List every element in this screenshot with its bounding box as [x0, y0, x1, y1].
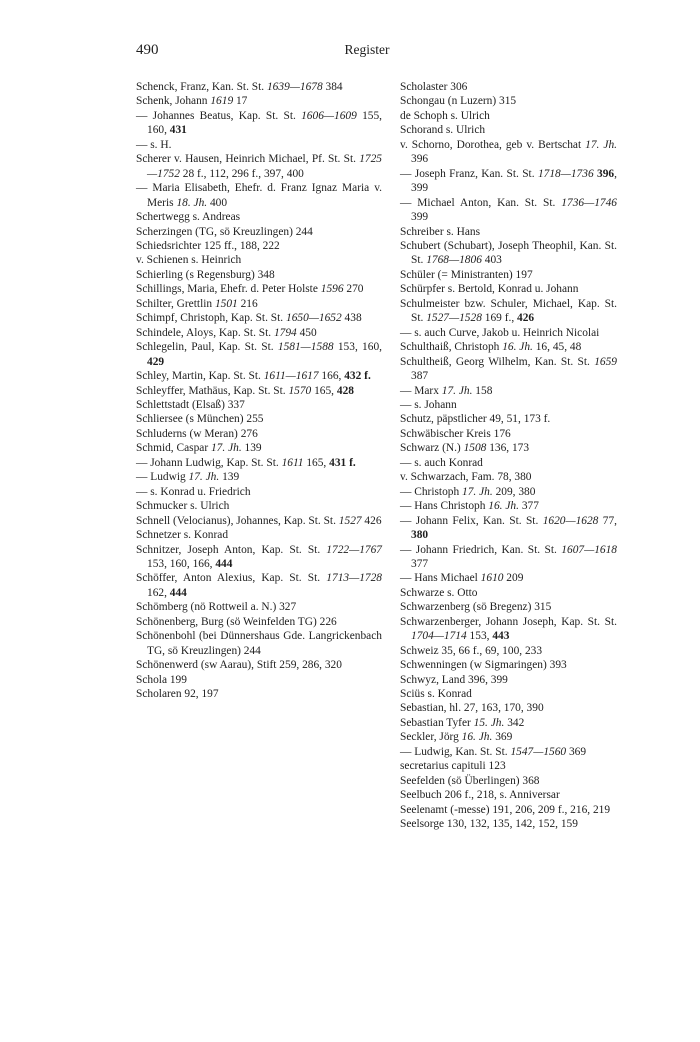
index-entry	[136, 138, 382, 152]
index-entry-segment: Schleyffer, Mathäus, Kap. St. St.	[136, 384, 289, 397]
index-entry-segment: 399	[411, 211, 429, 224]
index-entry-segment: 1527	[338, 514, 362, 527]
index-entry-segment: Schongau (n Luzern) 315	[400, 95, 517, 108]
index-entry-segment: de Schoph s. Ulrich	[400, 109, 490, 122]
index-entry-segment: 162,	[147, 586, 170, 599]
index-entry-segment: 443	[492, 630, 510, 643]
index-entry-segment: 426	[517, 312, 535, 325]
index-entry-segment: Schertwegg s. Andreas	[136, 211, 241, 224]
index-entry-segment: 403	[481, 254, 502, 267]
index-entry	[136, 384, 382, 398]
index-entry-segment: 438	[341, 312, 362, 325]
index-entry	[400, 225, 617, 239]
index-column-right	[400, 80, 617, 832]
index-entry-segment: Schubert (Schubart), Joseph Theophil, Kan. St. St.	[400, 239, 617, 267]
index-entry-segment: 17. Jh.	[585, 138, 617, 151]
index-entry-segment: 155, 160,	[147, 109, 383, 137]
index-entry	[400, 470, 617, 484]
index-entry	[400, 701, 617, 715]
index-entry-segment: Schwäbischer Kreis 176	[400, 427, 511, 440]
index-entry-segment: 1570	[288, 384, 312, 397]
index-entry-segment: Schönenbohl (bei Dünnershaus Gde. Langrickenbach TG, sö Kreuzlingen) 244	[136, 630, 382, 657]
index-entry-segment: Schultheiß, Georg Wilhelm, Kan. St. St.	[400, 355, 595, 368]
index-entry-segment: 377	[518, 500, 539, 513]
index-entry-segment: Schreiber s. Hans	[400, 225, 481, 238]
index-entry-segment: Seelenamt (-messe) 191, 206, 209 f., 216, 219	[400, 803, 611, 816]
index-entry-segment: — Hans Christoph	[400, 500, 489, 513]
index-entry-segment: 431	[169, 124, 187, 137]
index-entry-segment: Schömberg (nö Rottweil a. N.) 327	[136, 601, 297, 614]
index-entry-segment: v. Schwarzach, Fam. 78, 380	[400, 471, 532, 484]
index-entry-segment: — Christoph	[400, 485, 463, 498]
index-entry-segment: 1619	[210, 95, 234, 108]
index-entry	[400, 615, 617, 644]
index-entry	[136, 571, 382, 600]
index-entry	[400, 239, 617, 268]
index-entry-segment: 432 f.	[344, 370, 371, 383]
index-entry-segment: 1596	[320, 283, 344, 296]
index-entry-segment: 17. Jh.	[462, 485, 493, 498]
index-entry-segment: 165,	[311, 384, 337, 397]
index-entry	[400, 658, 617, 672]
index-entry-segment: 166,	[318, 370, 345, 383]
index-entry-segment: 169 f.,	[481, 312, 518, 325]
index-entry-segment: Schorand s. Ulrich	[400, 124, 486, 137]
index-entry-segment: Schönenberg, Burg (sö Weinfelden TG) 226	[136, 615, 337, 628]
index-entry-segment: — Marx	[400, 384, 442, 397]
index-entry-segment: Schlettstadt (Elsaß) 337	[136, 398, 245, 411]
index-entry	[136, 629, 382, 658]
index-entry-segment: 1620—1628	[542, 514, 599, 527]
index-entry-segment: 1581—1588	[277, 341, 334, 354]
index-entry-segment: Seefelden (sö Überlingen) 368	[400, 774, 540, 787]
index-entry	[136, 485, 382, 499]
index-entry-segment: 1611—1617	[263, 370, 319, 383]
index-entry-segment: 270	[343, 283, 364, 296]
index-entry-segment: Schüler (= Ministranten) 197	[400, 268, 533, 281]
index-entry	[400, 456, 617, 470]
index-entry	[400, 586, 617, 600]
index-entry	[136, 253, 382, 267]
index-entry-segment: 17. Jh.	[441, 384, 473, 397]
index-entry-segment: 1606—1609	[301, 109, 357, 122]
index-entry-segment: Schlegelin, Paul, Kap. St. St.	[136, 341, 278, 354]
index-entry-segment: 369	[492, 731, 513, 744]
running-title: Register	[344, 42, 390, 57]
index-entry	[400, 600, 617, 614]
index-entry-segment: 16. Jh.	[502, 341, 533, 354]
index-entry	[400, 485, 617, 499]
index-entry	[136, 340, 382, 369]
index-entry-segment: 444	[215, 557, 233, 570]
index-entry-segment: — Johann Ludwig, Kap. St. St.	[136, 456, 282, 469]
index-entry-segment: — s. Johann	[400, 398, 457, 411]
index-entry-segment: Schmucker s. Ulrich	[136, 500, 230, 513]
index-entry-segment: 396	[597, 167, 615, 180]
index-entry-segment: 153, 160, 166,	[147, 557, 216, 570]
index-entry	[136, 615, 382, 629]
index-entry	[400, 803, 617, 817]
index-entry	[400, 759, 617, 773]
index-entry-segment: — Michael Anton, Kan. St. St.	[400, 196, 562, 209]
index-entry-segment: Schweiz 35, 66 f., 69, 100, 233	[400, 644, 543, 657]
index-entry	[136, 181, 382, 210]
index-entry-segment: 342	[504, 716, 525, 729]
index-entry-segment: 18. Jh.	[176, 196, 208, 209]
index-entry	[400, 673, 617, 687]
index-entry-segment: 1508	[463, 442, 487, 455]
index-entry-segment: Schillings, Maria, Ehefr. d. Peter Holste	[136, 283, 321, 296]
index-entry-segment: Schiedsrichter 125 ff., 188, 222	[136, 239, 280, 252]
index-entry-segment: Schnell (Velocianus), Johannes, Kap. St. St.	[136, 514, 339, 527]
index-entry-segment: 428	[336, 384, 354, 397]
index-entry-segment: — Joseph Franz, Kan. St. St.	[400, 167, 538, 180]
index-entry-segment: 1718—1736	[537, 167, 594, 180]
index-entry-segment: Sebastian, hl. 27, 163, 170, 390	[400, 702, 544, 715]
page-number: 490	[136, 42, 159, 58]
index-entry-segment: Scherzingen (TG, sö Kreuzlingen) 244	[136, 225, 313, 238]
index-entry-segment: Schenk, Johann	[136, 95, 211, 108]
index-entry	[136, 225, 382, 239]
index-entry-segment: Schulthaiß, Christoph	[400, 341, 503, 354]
index-entry-segment: 216	[237, 297, 258, 310]
index-entry-segment: Schöffer, Anton Alexius, Kap. St. St.	[136, 572, 327, 585]
index-entry-segment: 1713—1728	[326, 572, 382, 585]
index-entry	[400, 340, 617, 354]
index-entry	[400, 138, 617, 167]
index-entry	[136, 210, 382, 224]
index-entry-segment: — s. Konrad u. Friedrich	[136, 485, 251, 498]
index-entry	[136, 427, 382, 441]
index-entry	[400, 687, 617, 701]
index-entry-segment: Schierling (s Regensburg) 348	[136, 268, 275, 281]
index-entry-segment: Schluderns (w Meran) 276	[136, 427, 258, 440]
index-entry	[400, 427, 617, 441]
index-entry-segment: Seckler, Jörg	[400, 731, 462, 744]
index-entry	[400, 412, 617, 426]
index-entry	[400, 543, 617, 572]
index-entry-segment: 387	[411, 370, 429, 383]
index-entry-segment: Schönenwerd (sw Aarau), Stift 259, 286, 320	[136, 659, 342, 672]
index-entry	[136, 543, 382, 572]
index-entry	[400, 514, 617, 543]
index-entry	[400, 499, 617, 513]
index-entry-segment: 158	[472, 384, 493, 397]
index-entry-segment: 380	[411, 529, 429, 542]
index-entry-segment: 1722—1767	[326, 543, 382, 556]
index-entry	[136, 673, 382, 687]
index-entry-segment: 1725—1752	[147, 153, 382, 180]
index-entry-segment: Sebastian Tyfer	[400, 716, 474, 729]
index-entry-segment: Schwarzenberger, Johann Joseph, Kap. St. St.	[400, 615, 617, 628]
index-entry-segment: Schwarz (N.)	[400, 442, 464, 455]
index-entry	[136, 268, 382, 282]
index-entry	[400, 774, 617, 788]
index-entry	[136, 311, 382, 325]
index-entry-segment: — s. auch Konrad	[400, 456, 483, 469]
index-entry	[400, 398, 617, 412]
index-entry-segment: 400	[207, 196, 228, 209]
index-entry-segment: 431 f.	[329, 456, 356, 469]
index-entry	[136, 398, 382, 412]
index-entry-segment: 16. Jh.	[488, 500, 519, 513]
index-entry	[136, 600, 382, 614]
index-entry	[136, 514, 382, 528]
index-entry-segment: Schwyz, Land 396, 399	[400, 673, 508, 686]
index-entry	[400, 123, 617, 137]
index-entry-segment: 136, 173	[486, 442, 530, 455]
index-entry	[136, 369, 382, 383]
index-entry-segment: Schenck, Franz, Kan. St. St.	[136, 81, 267, 93]
index-entry-segment: 139	[219, 471, 240, 484]
index-entry-segment: Schutz, päpstlicher 49, 51, 173 f.	[400, 413, 551, 426]
index-entry-segment: 209	[503, 572, 524, 585]
index-entry	[400, 817, 617, 831]
index-entry-segment: 153,	[466, 630, 493, 643]
index-entry	[136, 80, 382, 94]
index-entry	[400, 730, 617, 744]
index-entry-segment: Schilter, Grettlin	[136, 297, 215, 310]
index-entry-segment: 1794	[273, 326, 297, 339]
index-entry-segment: 384	[322, 81, 343, 93]
index-entry-segment: 1611	[281, 456, 304, 469]
index-entry	[136, 152, 382, 181]
index-entry-segment: secretarius capituli 123	[400, 760, 506, 773]
index-entry	[136, 499, 382, 513]
index-entry-segment: , 399	[411, 167, 617, 195]
index-entry-segment: 429	[147, 355, 165, 368]
index-entry-segment: Schola 199	[136, 673, 187, 686]
index-entry-segment: 1527—1528	[426, 312, 482, 325]
index-entry	[136, 412, 382, 426]
index-entry	[136, 109, 382, 138]
index-entry	[400, 196, 617, 225]
index-entry-segment: Seelsorge 130, 132, 135, 142, 152, 159	[400, 818, 578, 831]
index-entry	[400, 355, 617, 384]
index-entry-segment: Schnetzer s. Konrad	[136, 529, 229, 542]
index-entry-segment: Schwarzenberg (sö Bregenz) 315	[400, 601, 552, 614]
index-entry-segment: Schindele, Aloys, Kap. St. St.	[136, 326, 274, 339]
index-entry-segment: 1768—1806	[426, 254, 482, 267]
index-entry-segment: — s. H.	[136, 138, 172, 151]
index-entry	[400, 109, 617, 123]
index-entry	[400, 268, 617, 282]
index-entry	[136, 94, 382, 108]
index-entry-segment: 1610	[480, 572, 504, 585]
index-entry	[400, 80, 617, 94]
index-entry-segment: — Ludwig, Kan. St. St.	[400, 745, 511, 758]
index-entry-segment: 153, 160,	[333, 341, 382, 354]
index-entry-segment: Schwenningen (w Sigmaringen) 393	[400, 659, 567, 672]
index-entry	[400, 167, 617, 196]
index-entry-segment: Schwarze s. Otto	[400, 586, 478, 599]
index-entry-segment: 1607—1618	[561, 543, 617, 556]
index-entry-segment: Schulmeister bzw. Schuler, Michael, Kap. St. St.	[400, 297, 617, 325]
index-entry	[400, 326, 617, 340]
index-entry-segment: 17. Jh.	[210, 442, 242, 455]
index-entry-segment: — Hans Michael	[400, 572, 481, 585]
index-entry	[136, 528, 382, 542]
index-entry	[400, 94, 617, 108]
index-entry-segment: v. Schienen s. Heinrich	[136, 254, 242, 267]
index-entry-segment: 17. Jh.	[188, 471, 220, 484]
index-entry-segment: 209, 380	[492, 485, 536, 498]
running-header	[136, 42, 598, 62]
index-entry-segment: 16. Jh.	[461, 731, 493, 744]
index-entry-segment: 1659	[594, 355, 617, 368]
index-entry	[400, 644, 617, 658]
index-entry-segment: Schürpfer s. Bertold, Konrad u. Johann	[400, 283, 579, 296]
index-entry-segment: 28 f., 112, 296 f., 397, 400	[179, 167, 304, 180]
index-entry-segment: 1704—1714	[411, 630, 467, 643]
index-entry	[400, 745, 617, 759]
index-entry-segment: Schley, Martin, Kap. St. St.	[136, 370, 264, 383]
index-entry	[400, 282, 617, 296]
index-entry-segment: v. Schorno, Dorothea, geb v. Bertschat	[400, 138, 586, 151]
index-entry-segment: 15. Jh.	[473, 716, 505, 729]
index-entry	[136, 239, 382, 253]
index-entry-segment: 17	[233, 95, 248, 108]
index-entry-segment: 377	[411, 557, 429, 570]
index-entry-segment: Schmid, Caspar	[136, 442, 211, 455]
index-entry-segment: — Johannes Beatus, Kap. St. St.	[136, 109, 302, 122]
index-entry-segment: Scherer v. Hausen, Heinrich Michael, Pf. St. St.	[136, 153, 360, 166]
index-entry	[136, 658, 382, 672]
index-entry-segment: 16, 45, 48	[532, 341, 582, 354]
index-entry-segment: 444	[169, 586, 187, 599]
index-entry-segment: Sciüs s. Konrad	[400, 688, 472, 701]
index-entry	[400, 441, 617, 455]
index-entry	[136, 470, 382, 484]
index-entry-segment: Scholaren 92, 197	[136, 688, 219, 701]
index-entry	[136, 687, 382, 701]
index-entry	[136, 326, 382, 340]
index-entry-segment: Seelbuch 206 f., 218, s. Anniversar	[400, 789, 560, 802]
index-entry-segment: Schimpf, Christoph, Kap. St. St.	[136, 312, 286, 325]
index-entry-segment: — Johann Friedrich, Kan. St. St.	[400, 543, 562, 556]
index-entry	[400, 384, 617, 398]
index-entry-segment: 1736—1746	[561, 196, 617, 209]
index-entry-segment: — Johann Felix, Kan. St. St.	[400, 514, 543, 527]
index-entry-segment: 77,	[598, 514, 618, 527]
index-entry-segment: 1501	[214, 297, 238, 310]
index-entry-segment: — Maria Elisabeth, Ehefr. d. Franz Ignaz Maria v. Meris	[136, 182, 382, 209]
index-entry-segment: 369	[566, 745, 587, 758]
index-entry-segment: 1650—1652	[286, 312, 342, 325]
index-entry-segment: Schnitzer, Joseph Anton, Kap. St. St.	[136, 543, 327, 556]
index-entry	[136, 282, 382, 296]
index-entry	[400, 571, 617, 585]
index-entry-segment: 396	[411, 153, 429, 166]
index-entry-segment: 450	[296, 326, 317, 339]
index-entry	[136, 441, 382, 455]
index-entry-segment: 139	[241, 442, 262, 455]
index-entry-segment: Scholaster 306	[400, 81, 468, 93]
index-entry-segment: 426	[361, 514, 382, 527]
index-entry-segment: — Ludwig	[136, 471, 189, 484]
index-entry	[400, 716, 617, 730]
index-entry	[136, 297, 382, 311]
index-entry	[400, 297, 617, 326]
index-entry	[400, 788, 617, 802]
index-entry	[136, 456, 382, 470]
index-entry-segment: 165,	[303, 456, 330, 469]
index-column-left	[136, 80, 382, 701]
index-entry-segment: Schliersee (s München) 255	[136, 413, 264, 426]
index-entry-segment: 1639—1678	[266, 81, 323, 93]
index-entry-segment: 1547—1560	[510, 745, 567, 758]
index-entry-segment: — s. auch Curve, Jakob u. Heinrich Nicolai	[400, 326, 600, 339]
